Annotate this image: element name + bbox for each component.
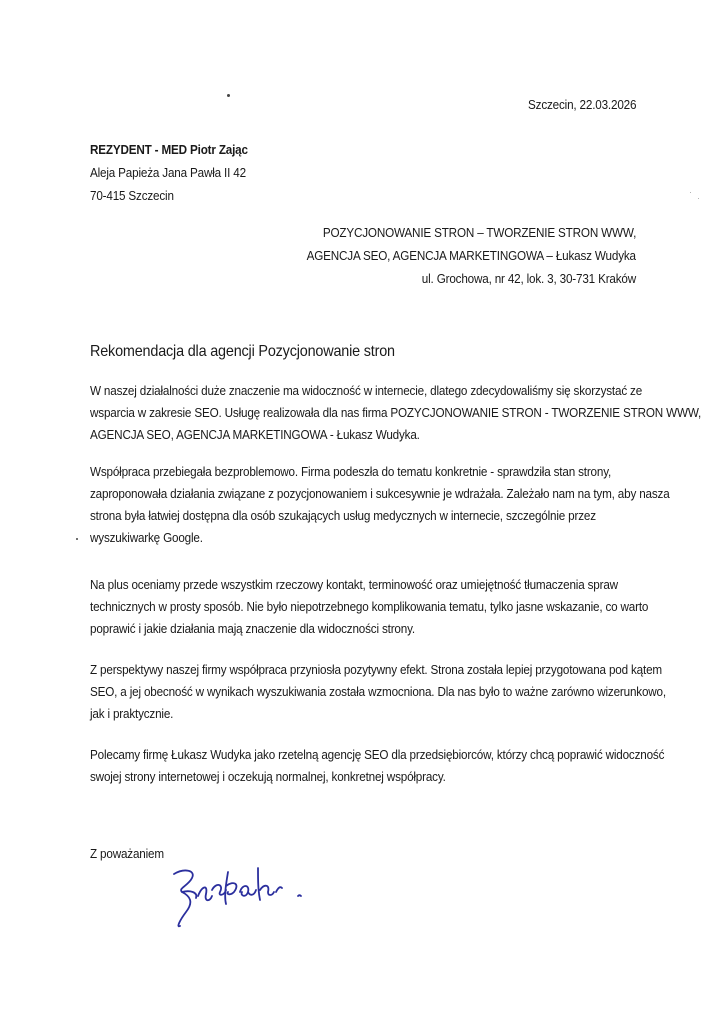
- sender-street: Aleja Papieża Jana Pawła II 42: [90, 165, 246, 180]
- body-line: strona była łatwiej dostępna dla osób szukających usług medycznych w internecie, szczególnie przez: [90, 508, 596, 523]
- date-place: Szczecin, 22.03.2026: [527, 97, 636, 112]
- body-line: SEO, a jej obecność w wynikach wyszukiwania została wzmocniona. Dla nas było to ważne zarówno wizerunkowo,: [90, 684, 666, 699]
- body-paragraph: [90, 461, 670, 549]
- body-line: wyszukiwarkę Google.: [90, 530, 203, 545]
- body-line: wsparcia w zakresie SEO. Usługę realizowała dla nas firma POZYCJONOWANIE STRON - TWORZENIE STRON WWW,: [90, 405, 702, 420]
- body-line: Na plus oceniamy przede wszystkim rzeczowy kontakt, terminowość oraz umiejętność tłumaczenia spraw: [90, 577, 618, 592]
- recipient-line-3: ul. Grochowa, nr 42, lok. 3, 30-731 Kraków: [421, 271, 636, 286]
- body-line: Współpraca przebiegała bezproblemowo. Firma podeszła do tematu konkretnie - sprawdziła stan strony,: [90, 464, 612, 479]
- body-line: zaproponowała działania związane z pozycjonowaniem i sukcesywnie je wdrażała. Zależało nam na tym, aby nasza: [90, 486, 670, 501]
- body-line: Polecamy firmę Łukasz Wudyka jako rzetelną agencję SEO dla przedsiębiorców, którzy chcą poprawić widoczność: [90, 747, 665, 762]
- body-line: technicznych w prosty sposób. Nie było niepotrzebnego komplikowania tematu, tylko jasne wskazanie, co warto: [90, 599, 649, 614]
- recipient-line-2: AGENCJA SEO, AGENCJA MARKETINGOWA – Łukasz Wudyka: [306, 248, 636, 263]
- recipient-line-1: POZYCJONOWANIE STRON – TWORZENIE STRON WWW,: [322, 225, 636, 240]
- body-line: poprawić i jakie działania mają znaczenie dla widoczności strony.: [90, 621, 415, 636]
- scan-speck: [690, 192, 691, 193]
- body-paragraph: [90, 744, 665, 788]
- body-line: W naszej działalności duże znaczenie ma widoczność w internecie, dlatego zdecydowaliśmy się skorzystać ze: [90, 383, 643, 398]
- scan-speck: [227, 94, 230, 97]
- body-paragraph: [90, 659, 666, 725]
- handwritten-signature-icon: [168, 862, 318, 932]
- sender-city: 70-415 Szczecin: [90, 188, 174, 203]
- body-line: Z perspektywy naszej firmy współpraca przyniosła pozytywny efekt. Strona została lepiej przygotowana pod kątem: [90, 662, 662, 677]
- body-line: swojej strony internetowej i oczekują normalnej, konkretnej współpracy.: [90, 769, 446, 784]
- body-paragraph: [90, 574, 648, 640]
- scan-speck: [698, 198, 699, 199]
- letter-subject: Rekomendacja dla agencji Pozycjonowanie stron: [90, 343, 395, 360]
- body-line: jak i praktycznie.: [90, 706, 174, 721]
- sender-name: REZYDENT - MED Piotr Zając: [90, 142, 248, 157]
- closing-text: Z poważaniem: [90, 846, 164, 861]
- body-paragraph: [90, 380, 702, 446]
- scan-speck: [76, 538, 78, 540]
- body-line: AGENCJA SEO, AGENCJA MARKETINGOWA - Łukasz Wudyka.: [90, 427, 420, 442]
